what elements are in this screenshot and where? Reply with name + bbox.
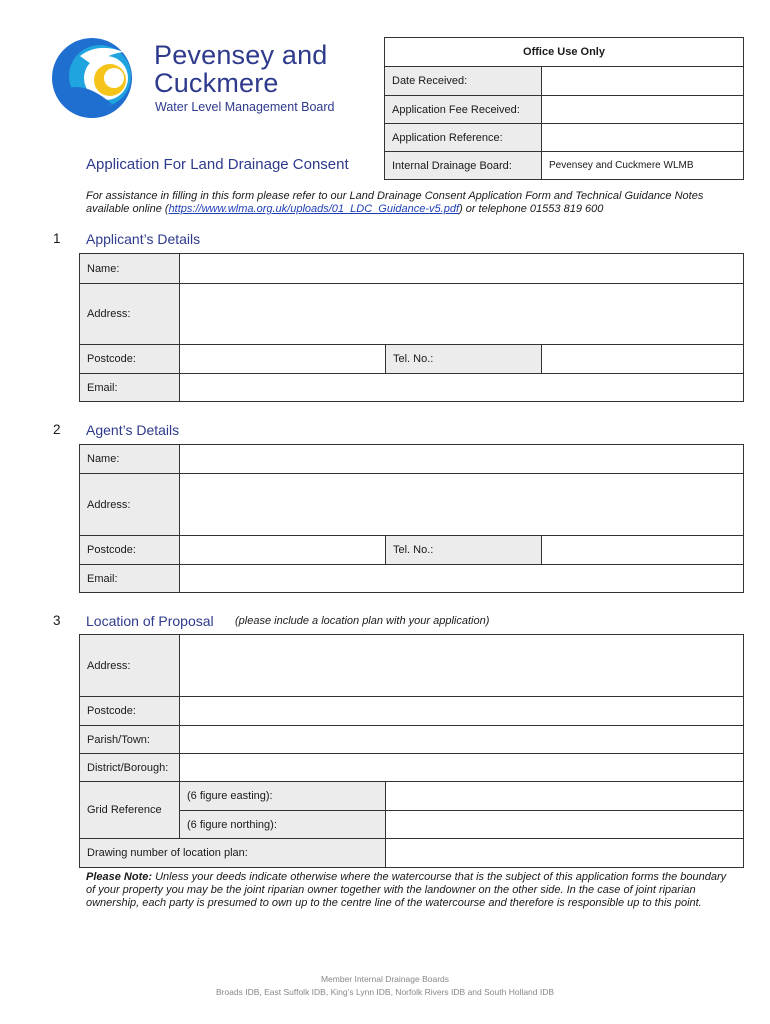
- please-note-heading: Please Note:: [86, 871, 153, 883]
- section-1-number: 1: [53, 231, 61, 246]
- office-use-header: Office Use Only: [385, 38, 744, 67]
- application-reference-field[interactable]: [542, 124, 744, 152]
- applicant-details-table: [79, 253, 744, 402]
- agent-email-label: Email:: [80, 565, 180, 593]
- date-received-field[interactable]: [542, 67, 744, 96]
- date-received-label: Date Received:: [385, 67, 542, 96]
- district-borough-field[interactable]: [180, 754, 744, 782]
- applicant-postcode-label: Postcode:: [80, 345, 180, 374]
- internal-drainage-board-label: Internal Drainage Board:: [385, 152, 542, 180]
- location-address-label: Address:: [80, 635, 180, 697]
- section-3-title: Location of Proposal: [86, 613, 214, 629]
- location-address-field[interactable]: [180, 635, 744, 697]
- agent-tel-label: Tel. No.:: [386, 536, 542, 565]
- parish-town-field[interactable]: [180, 726, 744, 754]
- assistance-text-before: For assistance in filling in this form please refer to our Land Drainage Consent Application Form and Technical Guidance Notes available online (: [86, 190, 704, 215]
- agent-postcode-field[interactable]: [180, 536, 386, 565]
- district-borough-label: District/Borough:: [80, 754, 180, 782]
- section-3-note: (please include a location plan with your application): [235, 615, 490, 627]
- logo-subtitle: Water Level Management Board: [155, 100, 335, 114]
- applicant-address-label: Address:: [80, 284, 180, 345]
- applicant-email-label: Email:: [80, 374, 180, 402]
- office-use-table: [384, 37, 744, 180]
- application-fee-field[interactable]: [542, 96, 744, 124]
- assistance-text-after: ) or telephone 01553 819 600: [459, 203, 604, 215]
- applicant-address-field[interactable]: [180, 284, 744, 345]
- agent-postcode-label: Postcode:: [80, 536, 180, 565]
- guidance-link[interactable]: https://www.wlma.org.uk/uploads/01_LDC_Guidance-v5.pdf: [168, 203, 459, 215]
- section-3-number: 3: [53, 613, 61, 628]
- footer-line-2: Broads IDB, East Suffolk IDB, King’s Lynn IDB, Norfolk Rivers IDB and South Holland IDB: [215, 987, 555, 997]
- agent-tel-field[interactable]: [542, 536, 744, 565]
- agent-email-field[interactable]: [180, 565, 744, 593]
- application-reference-label: Application Reference:: [385, 124, 542, 152]
- assistance-text: [86, 190, 726, 216]
- section-2-title: Agent’s Details: [86, 422, 180, 438]
- easting-label: (6 figure easting):: [180, 782, 386, 811]
- location-postcode-label: Postcode:: [80, 697, 180, 726]
- logo-title-line2: Cuckmere: [154, 68, 279, 98]
- section-2-number: 2: [53, 422, 61, 437]
- applicant-postcode-field[interactable]: [180, 345, 386, 374]
- agent-name-field[interactable]: [180, 445, 744, 474]
- application-fee-label: Application Fee Received:: [385, 96, 542, 124]
- logo-title-line1: Pevensey and: [154, 40, 328, 70]
- northing-label: (6 figure northing):: [180, 811, 386, 839]
- agent-name-label: Name:: [80, 445, 180, 474]
- internal-drainage-board-value: Pevensey and Cuckmere WLMB: [542, 152, 744, 180]
- section-1-title: Applicant’s Details: [86, 231, 201, 247]
- grid-reference-label: Grid Reference: [80, 782, 180, 839]
- applicant-name-label: Name:: [80, 254, 180, 284]
- easting-field[interactable]: [386, 782, 744, 811]
- footer-line-1: Member Internal Drainage Boards: [320, 974, 450, 984]
- applicant-name-field[interactable]: [180, 254, 744, 284]
- drawing-number-label: Drawing number of location plan:: [80, 839, 386, 868]
- board-logo: [50, 36, 350, 122]
- please-note-text: Unless your deeds indicate otherwise where the watercourse that is the subject of this application forms the boundary of your property you may be the joint riparian owner together with the landowner on the other side. In the case of joint riparian ownership, each party is presumed to own up to the centre line of the watercourse and therefore is responsible up to this point.: [86, 871, 727, 909]
- swirl-logo-icon: [50, 36, 148, 122]
- northing-field[interactable]: [386, 811, 744, 839]
- agent-details-table: [79, 444, 744, 593]
- location-table: [79, 634, 744, 868]
- applicant-tel-field[interactable]: [542, 345, 744, 374]
- parish-town-label: Parish/Town:: [80, 726, 180, 754]
- drawing-number-field[interactable]: [386, 839, 744, 868]
- location-postcode-field[interactable]: [180, 697, 744, 726]
- agent-address-field[interactable]: [180, 474, 744, 536]
- applicant-email-field[interactable]: [180, 374, 744, 402]
- applicant-tel-label: Tel. No.:: [386, 345, 542, 374]
- form-title: Application For Land Drainage Consent: [86, 156, 349, 173]
- please-note: [86, 871, 731, 910]
- agent-address-label: Address:: [80, 474, 180, 536]
